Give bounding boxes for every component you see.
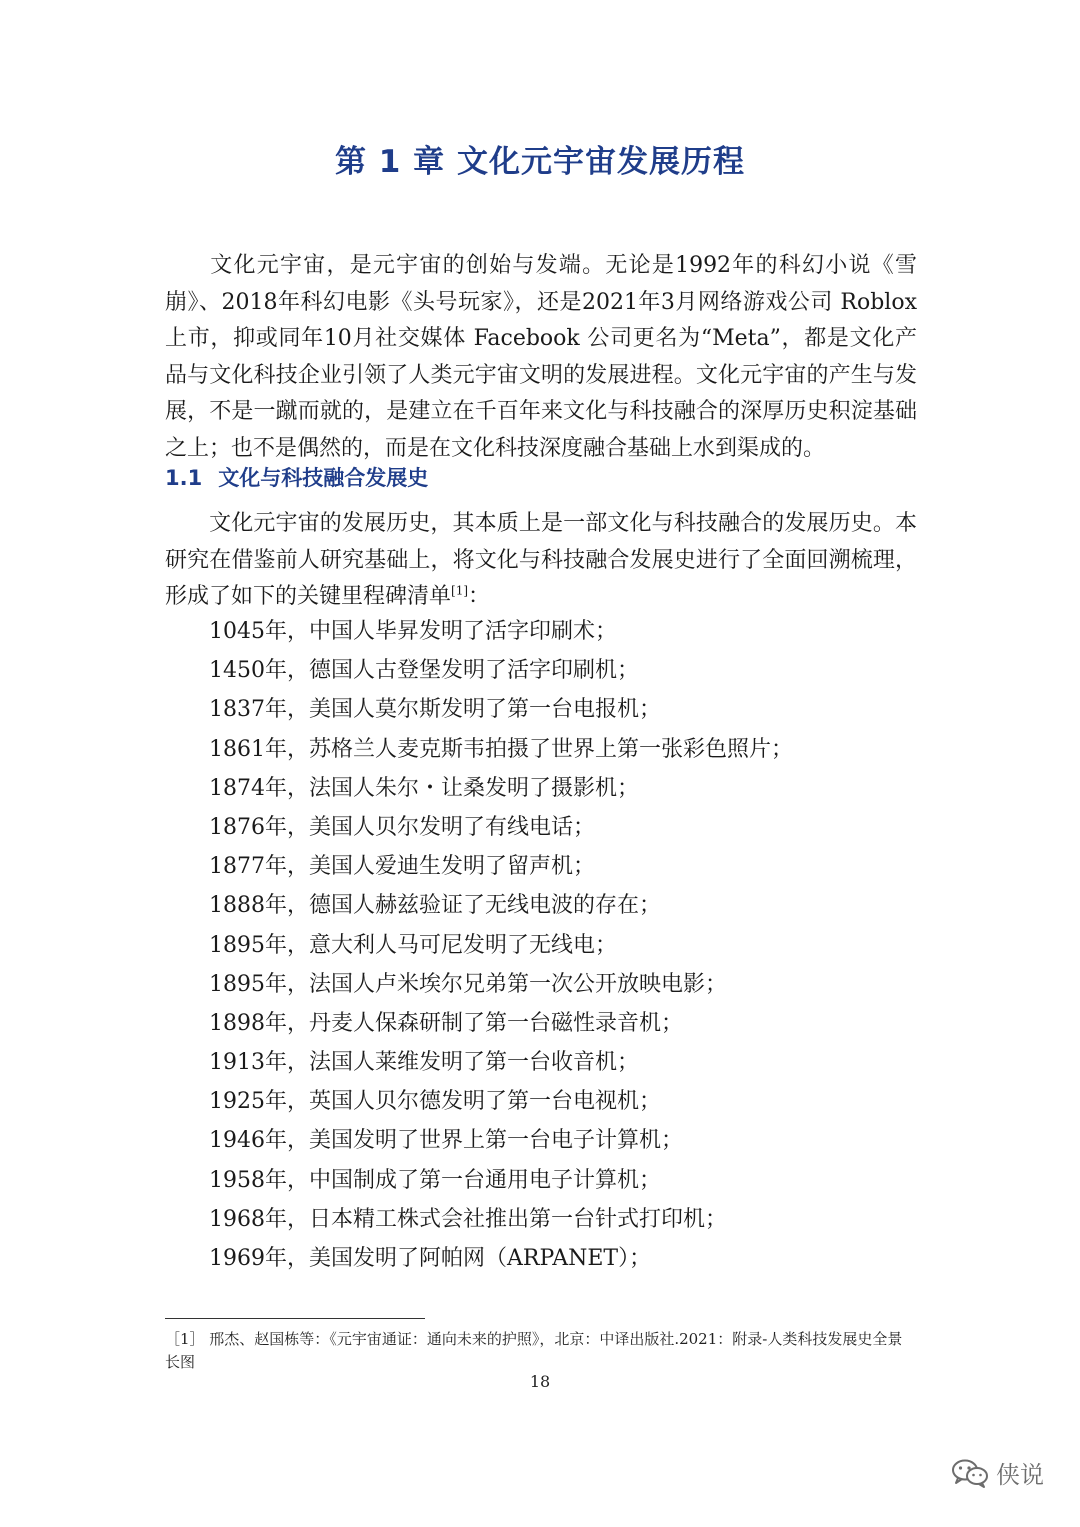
page-number: 18 [529, 1372, 551, 1391]
milestone-item: 1958年，中国制成了第一台通用电子计算机； [209, 1167, 661, 1193]
milestone-item: 1895年，法国人卢米埃尔兄弟第一次公开放映电影； [209, 971, 727, 997]
milestone-item: 1895年，意大利人马可尼发明了无线电； [209, 932, 617, 958]
footnote-reference[interactable]: [1] [451, 583, 469, 598]
section-paragraph [165, 506, 917, 616]
intro-paragraph [165, 248, 917, 467]
milestone-item: 1837年，美国人莫尔斯发明了第一台电报机； [209, 697, 661, 723]
milestone-item: 1877年，美国人爱迪生发明了留声机； [209, 854, 595, 880]
watermark-text: 侠说 [996, 1461, 1044, 1489]
milestone-item: 1913年，法国人莱维发明了第一台收音机； [209, 1050, 639, 1076]
section-paragraph-text: 文化元宇宙的发展历史，其本质上是一部文化与科技融合的发展历史。本研究在借鉴前人研究基础上，将文化与科技融合发展史进行了全面回溯梳理，形成了如下的关键里程碑清单 [165, 511, 917, 609]
milestone-item: 1876年，美国人贝尔发明了有线电话； [209, 814, 595, 840]
milestone-item: 1925年，英国人贝尔德发明了第一台电视机； [209, 1089, 661, 1115]
milestone-item: 1045年，中国人毕昇发明了活字印刷术； [209, 619, 617, 644]
milestone-item: 1968年，日本精工株式会社推出第一台针式打印机； [209, 1206, 727, 1232]
section-number: 1.1 [165, 466, 203, 490]
milestone-item: 1861年，苏格兰人麦克斯韦拍摄了世界上第一张彩色照片； [209, 736, 793, 762]
footnote: ［1］ 邢杰、赵国栋等：《元宇宙通证：通向未来的护照》，北京：中译出版社.2021：附录-人类科技发展史全景长图 [165, 1330, 903, 1371]
milestone-list [209, 612, 793, 1278]
milestone-item: 1888年，德国人赫兹验证了无线电波的存在； [209, 893, 661, 919]
milestone-item: 1969年，美国发明了阿帕网（ARPANET）； [209, 1246, 652, 1271]
chapter-title: 第 1 章 文化元宇宙发展历程 [335, 144, 745, 180]
milestone-item: 1946年，美国发明了世界上第一台电子计算机； [209, 1128, 683, 1154]
watermark [950, 1455, 1044, 1490]
milestone-item: 1898年，丹麦人保森研制了第一台磁性录音机； [209, 1010, 683, 1036]
milestone-item: 1874年，法国人朱尔・让桑发明了摄影机； [209, 775, 639, 801]
section-title: 文化与科技融合发展史 [218, 466, 429, 490]
milestone-item: 1450年，德国人古登堡发明了活字印刷机； [209, 658, 639, 684]
intro-paragraph-text: 文化元宇宙，是元宇宙的创始与发端。无论是1992年的科幻小说《雪崩》、2018年科幻电影《头号玩家》，还是2021年3月网络游戏公司 Roblox 上市，抑或同年10月社交媒体 Facebook 公司更名为“Meta”，都是文化产品与文化科技企业引领了人类元宇宙文明的发展进程。文化元宇宙的产生与发展，不是一蹴而就的，是建立在千百年来文化与科技融合的深厚历史积淀基础之上；也不是偶然的，而是在文化科技深度融合基础上水到渠成的。 [165, 253, 917, 461]
footnote-divider [165, 1318, 425, 1319]
wechat-icon [950, 1457, 990, 1489]
section-paragraph-end: ： [468, 584, 491, 609]
section-heading [165, 462, 428, 492]
